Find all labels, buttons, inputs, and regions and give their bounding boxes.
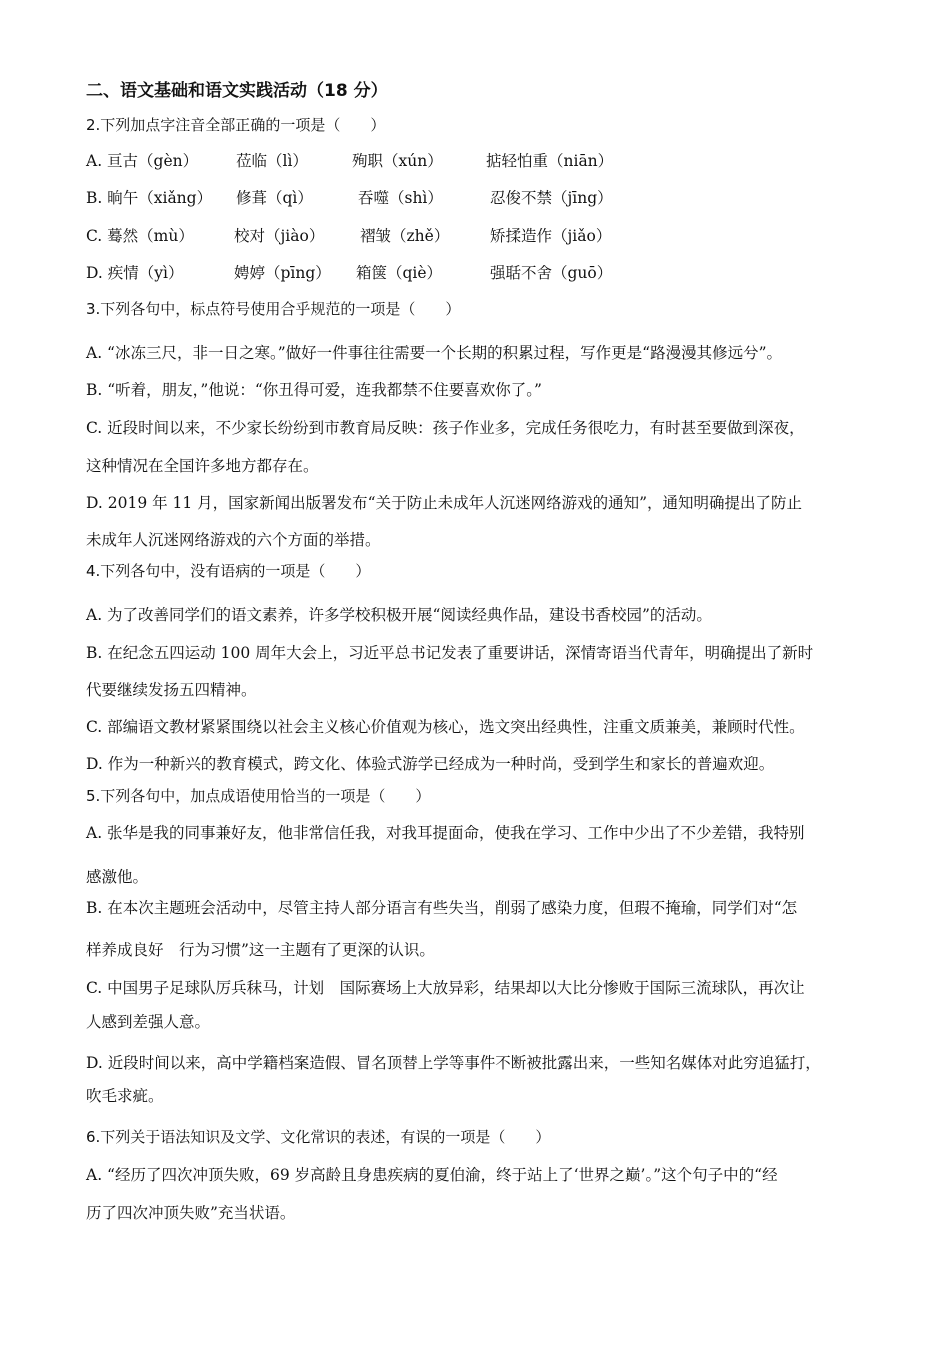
q2-c-item-2: 校对（jiào） [234, 227, 325, 245]
q5-option-c-line2: 人感到差强人意。 [86, 1013, 211, 1031]
q2-a-item-4: 掂轻怕重（niān） [486, 152, 614, 170]
q3-option-c-line1: C. 近段时间以来，不少家长纷纷到市教育局反映：孩子作业多，完成任务很吃力，有时甚至要做到深夜， [86, 419, 805, 437]
q4-stem: 4.下列各句中，没有语病的一项是（ ） [86, 562, 371, 580]
q2-b-item-3: 吞噬（shì） [358, 189, 443, 207]
q2-a-item-1: A. 亘古（gèn） [86, 152, 199, 170]
q3-option-a: A. “冰冻三尺，非一日之寒。”做好一件事往往需要一个长期的积累过程，写作更是“路漫漫其修远兮”。 [86, 344, 782, 362]
q2-stem: 2.下列加点字注音全部正确的一项是（ ） [86, 116, 386, 134]
q2-b-item-2: 修葺（qì） [236, 189, 313, 207]
q3-option-d-line2: 未成年人沉迷网络游戏的六个方面的举措。 [86, 531, 381, 549]
q2-c-item-4: 矫揉造作（jiǎo） [490, 227, 612, 245]
q4-option-b-line2: 代要继续发扬五四精神。 [86, 681, 257, 699]
q2-option-b [86, 187, 886, 209]
q4-option-a: A. 为了改善同学们的语文素养，许多学校积极开展“阅读经典作品，建设书香校园”的活动。 [86, 606, 712, 624]
q2-d-item-1: D. 疾情（yì） [86, 264, 184, 282]
q2-c-item-3: 褶皱（zhě） [360, 227, 450, 245]
q2-c-item-1: C. 蓦然（mù） [86, 227, 194, 245]
q5-stem: 5.下列各句中，加点成语使用恰当的一项是（ ） [86, 787, 431, 805]
q2-option-a [86, 150, 886, 172]
q6-stem: 6.下列关于语法知识及文学、文化常识的表述，有误的一项是（ ） [86, 1128, 551, 1146]
section-title: 二、语文基础和语文实践活动（18 分） [86, 81, 388, 101]
q4-option-d: D. 作为一种新兴的教育模式，跨文化、体验式游学已经成为一种时尚，受到学生和家长的普遍欢迎。 [86, 755, 775, 773]
q3-option-b: B. “听着，朋友，”他说：“你丑得可爱，连我都禁不住要喜欢你了。” [86, 381, 542, 399]
q5-option-d-line1: D. 近段时间以来，高中学籍档案造假、冒名顶替上学等事件不断被批露出来，一些知名媒体对此穷追猛打， [86, 1054, 821, 1072]
q3-option-d-line1: D. 2019 年 11 月，国家新闻出版署发布“关于防止未成年人沉迷网络游戏的通知”，通知明确提出了防止 [86, 494, 803, 512]
q4-option-c: C. 部编语文教材紧紧围绕以社会主义核心价值观为核心，选文突出经典性，注重文质兼美，兼顾时代性。 [86, 718, 805, 736]
q5-option-b-line2: 样养成良好 行为习惯”这一主题有了更深的认识。 [86, 941, 435, 959]
q2-d-item-3: 箱箧（qiè） [356, 264, 443, 282]
q6-option-a-line2: 历了四次冲顶失败”充当状语。 [86, 1204, 296, 1222]
q2-a-item-2: 莅临（lì） [236, 152, 308, 170]
q2-option-d [86, 262, 886, 284]
q5-option-b-line1: B. 在本次主题班会活动中，尽管主持人部分语言有些失当，削弱了感染力度，但瑕不掩瑜，同学们对“怎 [86, 899, 798, 917]
q5-option-a-line2: 感激他。 [86, 868, 149, 886]
q2-b-item-1: B. 晌午（xiǎng） [86, 189, 213, 207]
q6-option-a-line1: A. “经历了四次冲顶失败，69 岁高龄且身患疾病的夏伯渝，终于站上了‘世界之巅’。”这个句子中的“经 [86, 1166, 778, 1184]
q2-b-item-4: 忍俊不禁（jīng） [490, 189, 613, 207]
q5-option-c-line1: C. 中国男子足球队厉兵秣马，计划 国际赛场上大放异彩，结果却以大比分惨败于国际三流球队，再次让 [86, 979, 805, 997]
q3-stem: 3.下列各句中，标点符号使用合乎规范的一项是（ ） [86, 300, 461, 318]
q5-option-a-line1: A. 张华是我的同事兼好友，他非常信任我，对我耳提面命，使我在学习、工作中少出了不少差错，我特别 [86, 824, 805, 842]
q4-option-b-line1: B. 在纪念五四运动 100 周年大会上，习近平总书记发表了重要讲话，深情寄语当代青年，明确提出了新时 [86, 644, 814, 662]
q5-option-d-line2: 吹毛求疵。 [86, 1087, 164, 1105]
q2-option-c [86, 225, 886, 247]
q2-a-item-3: 殉职（xún） [352, 152, 443, 170]
q2-d-item-4: 强聒不舍（guō） [490, 264, 613, 282]
q2-d-item-2: 娉婷（pīng） [234, 264, 331, 282]
q3-option-c-line2: 这种情况在全国许多地方都存在。 [86, 457, 319, 475]
